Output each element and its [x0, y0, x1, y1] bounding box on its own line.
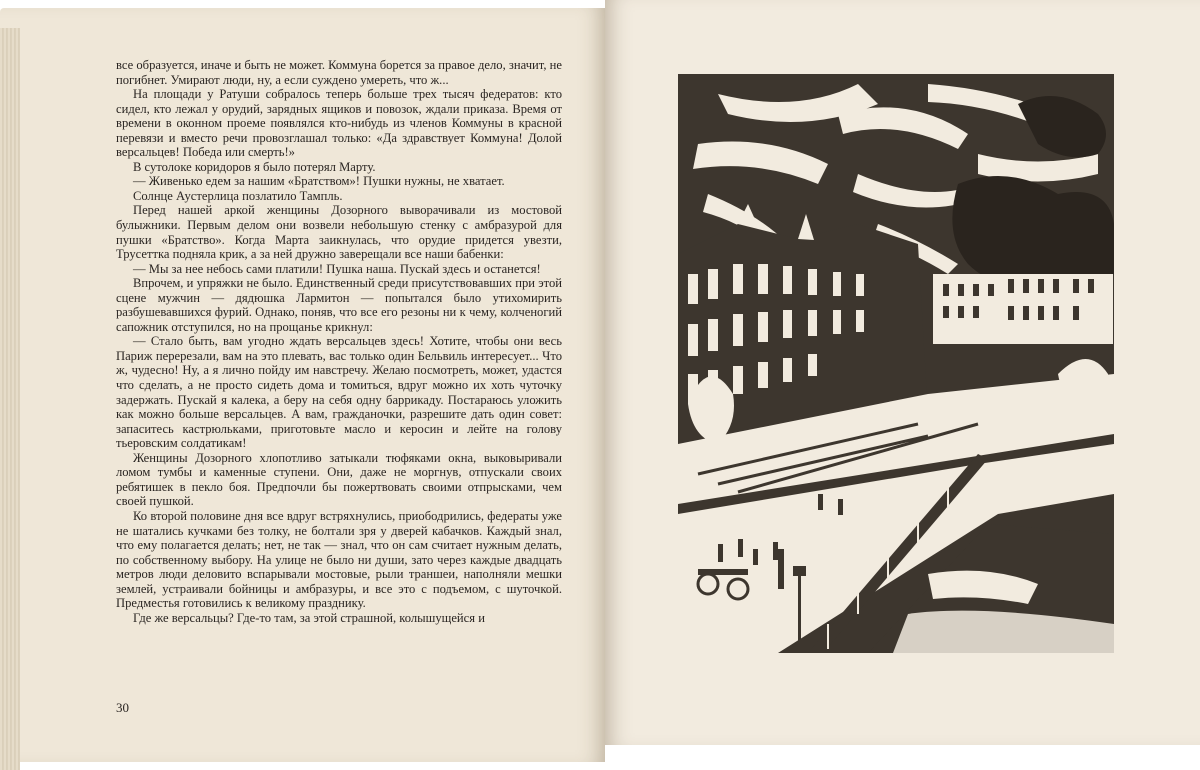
distant-buildings: [933, 274, 1113, 344]
paragraph: — Живенько едем за нашим «Братством»! Пушки нужны, не хватает.: [133, 174, 505, 189]
paragraph: Впрочем, и упряжки не было. Единственный среди присутствовавших при этой сцене мужчин — дядюшка Лармитон — попытался было утихомирить разбушевавшихся фурий. Однако, поняв, что все его резоны ни к чему, колченогий сапожник отступился, но на прощанье крикнул:: [116, 276, 562, 334]
paragraph: Женщины Дозорного хлопотливо затыкали тюфяками окна, выковыривали ломом тумбы и каменные ступени. Они, даже не моргнув, отпускали своих ребятишек в пекло боя. Предпочли бы пожертвовать своими отпрысками, чем своей пушкой.: [116, 450, 562, 509]
left-page: [0, 8, 605, 762]
body-text: [116, 58, 562, 625]
paragraph: все образуется, иначе и быть не может. Коммуна борется за правое дело, значит, не погибнет. Умирают люди, ну, а если суждено умереть, что ж...: [116, 58, 562, 87]
paragraph: На площади у Ратуши собралось теперь больше трех тысяч федератов: кто сидел, кто лежал у орудий, зарядных ящиков и повозок, ждали приказа. Время от времени в оконном проеме появлялся кто-нибудь из членов Коммуны в красной перевязи и вместо речи провозглашал только: «Да здравствует Коммуна! Долой версальцев! Победа или смерть!»: [116, 87, 562, 160]
page-number: 30: [116, 700, 129, 715]
woodcut-illustration: [678, 74, 1114, 653]
paragraph: Солнце Аустерлица позлатило Тампль.: [133, 188, 343, 203]
paragraph: Ко второй половине дня все вдруг встряхнулись, приободрились, федераты уже не шатались кучками без толку, не болтали зря у дверей кабачков. Каждый знал, что ему полагается делать; нет, не так — знал, что он сам считает нужным делать, по собственному выбору. На улице не было ни души, зато через каждые двадцать метров люди деловито вспарывали мостовые, рыли траншеи, наполняли мешки землей, устраивали бойницы и амбразуры, и все это с подъемом, с шуточкой. Предместья готовились к великому празднику.: [116, 508, 562, 611]
paragraph: Где же версальцы? Где-то там, за этой страшной, колышущейся и: [133, 610, 485, 625]
paragraph: В сутолоке коридоров я было потерял Марту.: [133, 159, 376, 174]
woodcut-svg: [678, 74, 1114, 653]
paragraph: — Мы за нее небось сами платили! Пушка наша. Пускай здесь и останется!: [133, 261, 541, 276]
page-edges: [0, 28, 20, 770]
paragraph: — Стало быть, вам угодно ждать версальцев здесь! Хотите, чтобы они весь Париж перерезали, вам на это плевать, вас только один Бельвиль интересует... Что ж, чудесно! Ну, а я лично пойду им навстречу. Желаю посмотреть, может, удастся что сделать, а не просто сидеть дома и томиться, вдруг можно их хоть чуточку задержать. Пускай я калека, а беру на себя одну баррикаду. Постараюсь уложить как можно больше версальцев. А вам, гражданочки, разрешите дать один совет: запаситесь кастрюльками, приготовьте масло и керосин и лейте на голову тьеровским солдатикам!: [116, 334, 562, 451]
paragraph: Перед нашей аркой женщины Дозорного выворачивали из мостовой булыжники. Первым делом они возвели небольшую стенку с амбразурой для пушки «Братство». Когда Марта заикнулась, что орудие придется увезти, Трусеттка подняла крик, а за ней дружно заверещали все наши бабенки:: [116, 203, 562, 262]
